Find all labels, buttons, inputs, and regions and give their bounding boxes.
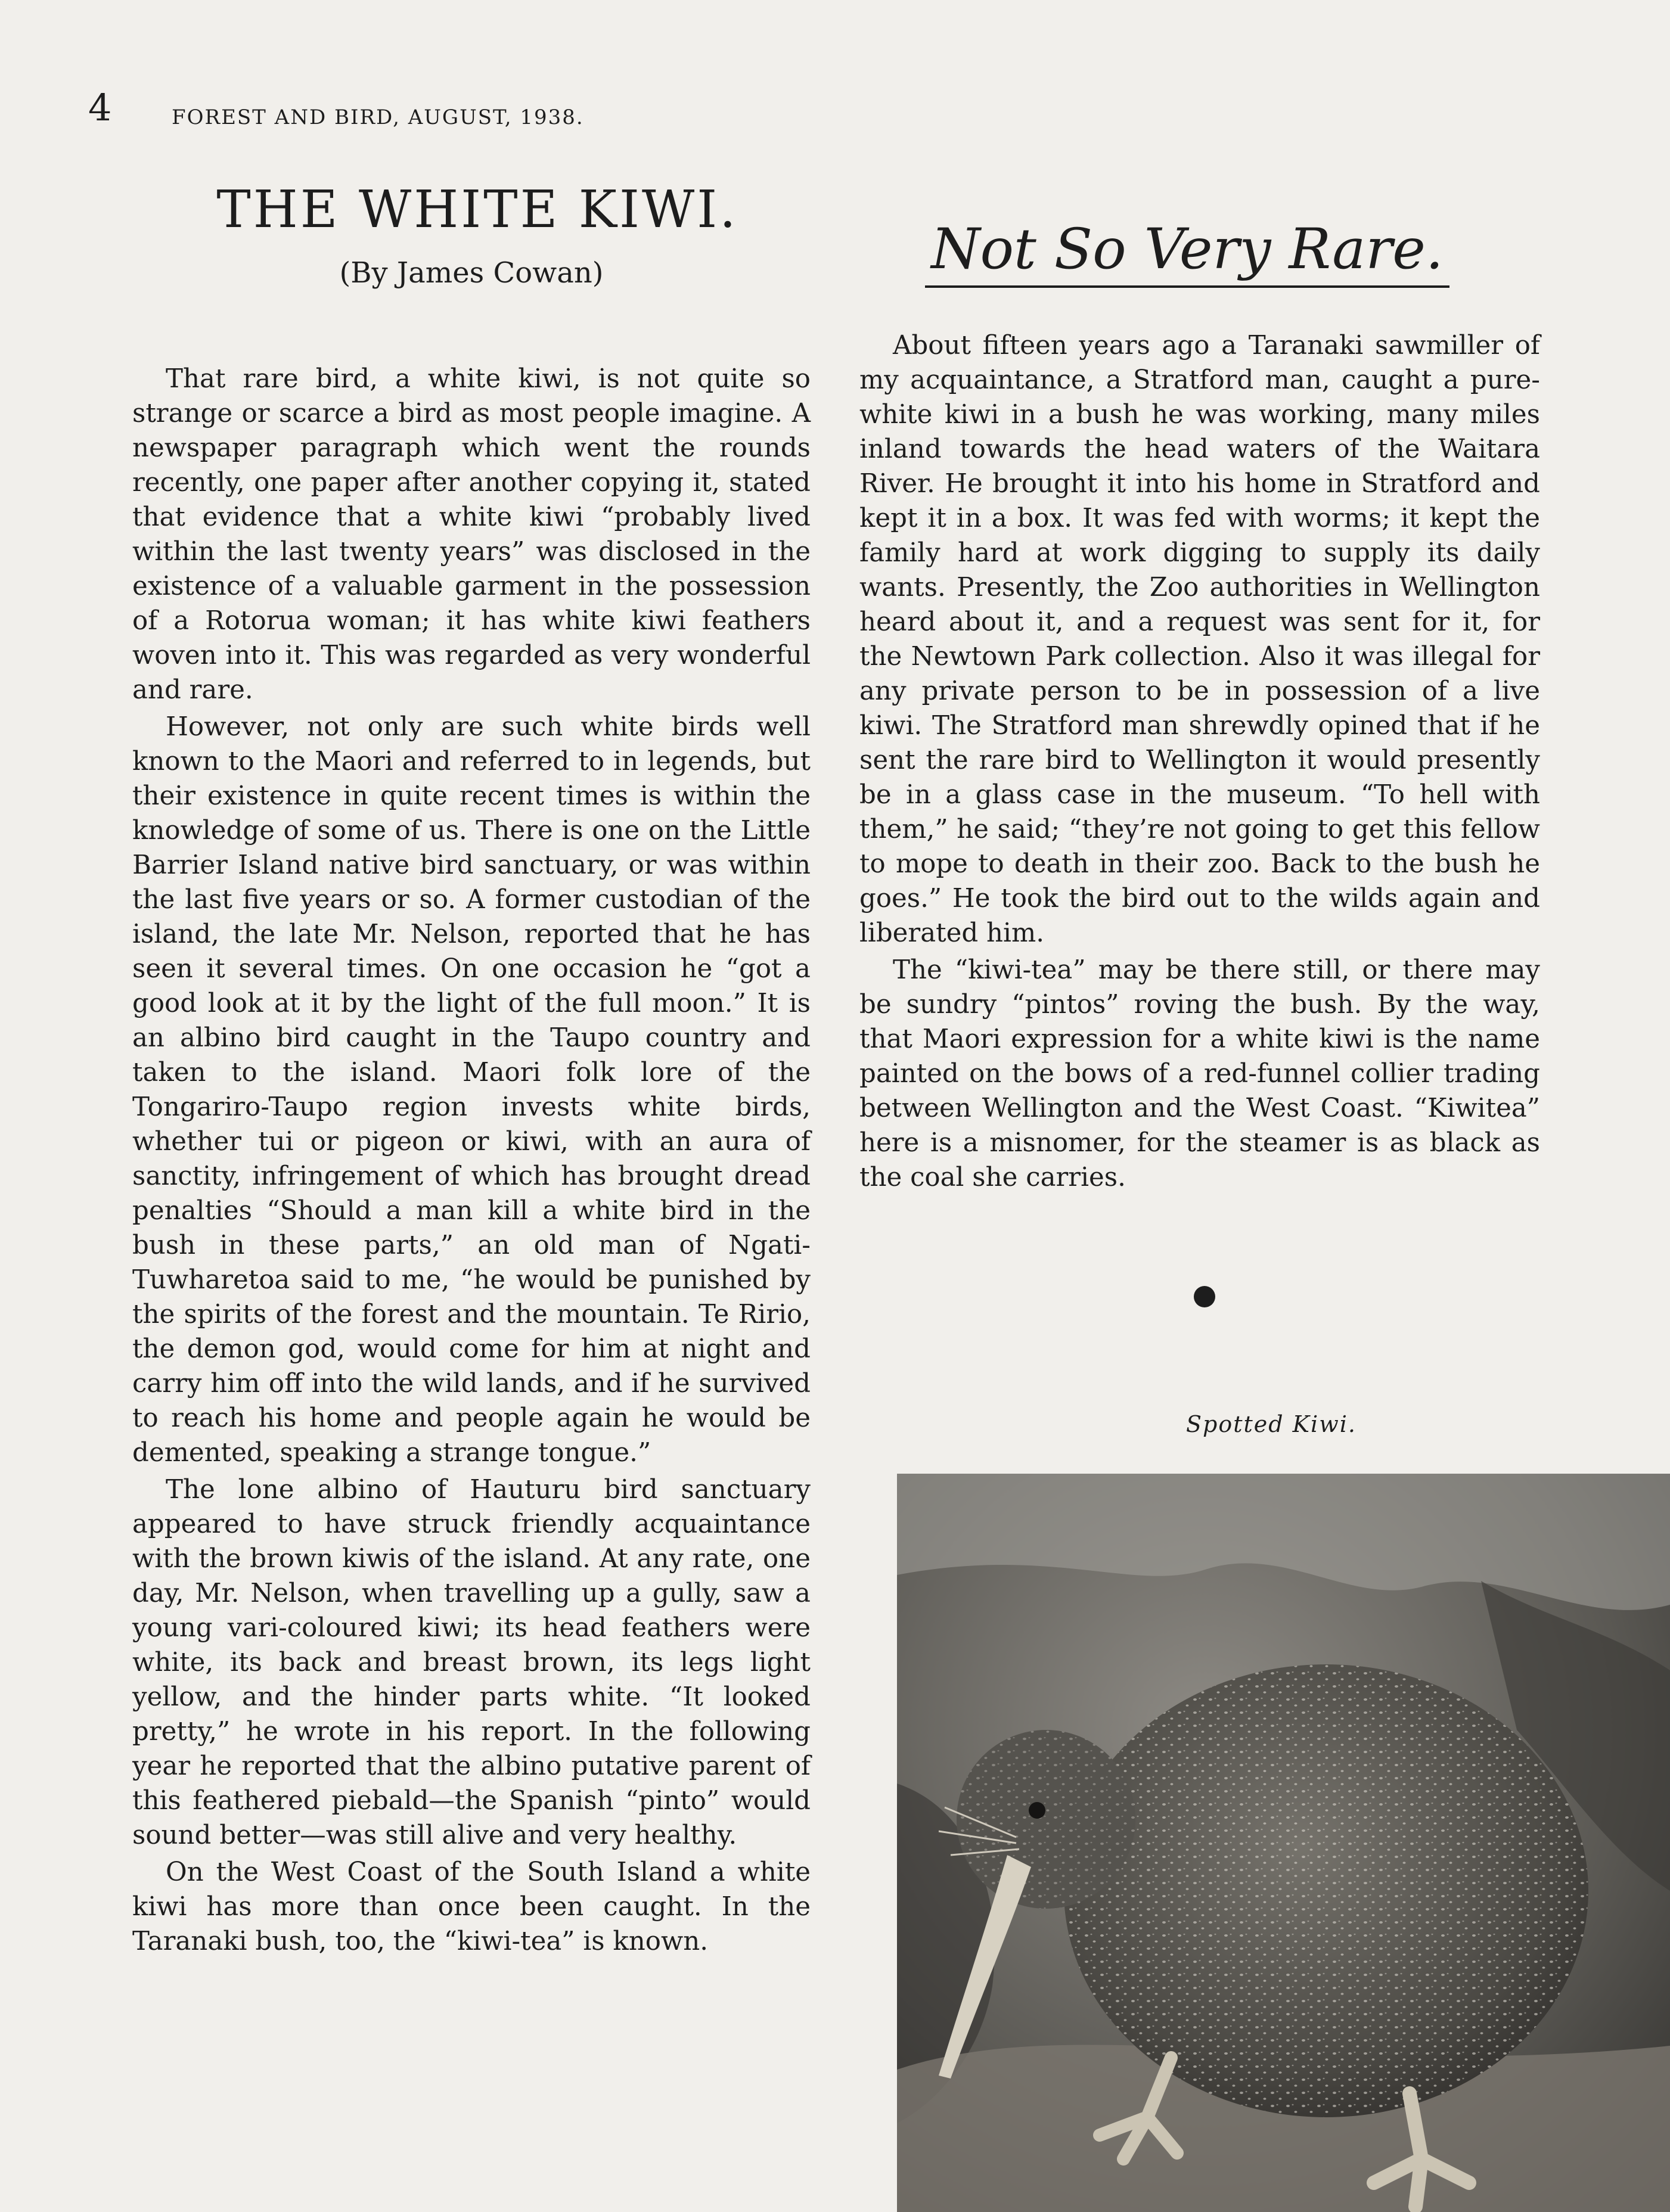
paragraph: The lone albino of Hauturu bird sanctuary appeared to have struck friendly acquaintance with the brown kiwis of the island. At any rate, one day, Mr. Nelson, when travelling up a gully, saw a young vari-coloured kiwi; its head feathers were white, its back and breast brown, its legs light yellow, and the hinder parts white. “It looked pretty,” he wrote in his report. In the following year he reported that the albino putative parent of this feathered piebald—the Spanish “pinto” would sound better—was still alive and very healthy. [132, 1475, 811, 1851]
paragraph: On the West Coast of the South Island a white kiwi has more than once been caught. In the Taranaki bush, too, the “kiwi-tea” is known. [132, 1857, 811, 1957]
kiwi-photo-icon [897, 1474, 1670, 2212]
kiwi-photo [897, 1474, 1670, 2212]
article-title: THE WHITE KIWI. [216, 180, 738, 240]
photo-caption: Spotted Kiwi. [1186, 1411, 1357, 1437]
paragraph: However, not only are such white birds well known to the Maori and referred to in legends, but their existence in quite recent times is within the knowledge of some of us. There is one on the Little Barrier Island native bird sanctuary, or was within the last five years or so. A former custodian of the island, the late Mr. Nelson, reported that he has seen it several times. On one occasion he “got a good look at it by the light of the full moon.” It is an albino bird caught in the Taupo country and taken to the island. Maori folk lore of the Tongariro-Taupo region invests white birds, whether tui or pigeon or kiwi, with an aura of sanctity, infringement of which has brought dread penalties “Should a man kill a white bird in the bush in these parts,” an old man of Ngati-Tuwharetoa said to me, “he would be punished by the spirits of the forest and the mountain. Te Ririo, the demon god, would come for him at night and carry him off into the wild lands, and if he survived to reach his home and people again he would be demented, speaking a strange tongue.” [132, 712, 811, 1468]
paragraph: The “kiwi-tea” may be there still, or there may be sundry “pintos” roving the bush. By the way, that Maori expression for a white kiwi is the name painted on the bows of a red-funnel collier trading between Wellington and the West Coast. “Kiwitea” here is a misnomer, for the steamer is as black as the coal she carries. [859, 955, 1540, 1193]
byline: (By James Cowan) [339, 256, 604, 290]
running-head: FOREST AND BIRD, AUGUST, 1938. [172, 105, 584, 129]
section-bullet [1194, 1286, 1215, 1307]
paragraph: That rare bird, a white kiwi, is not quite so strange or scarce a bird as most people imagine. A newspaper paragraph which went the rounds recently, one paper after another copying it, stated that evidence that a white kiwi “probably lived within the last twenty years” was disclosed in the existence of a valuable garment in the possession of a Rotorua woman; it has white kiwi feathers woven into it. This was regarded as very wonderful and rare. [132, 364, 811, 706]
left-column [132, 182, 811, 1961]
section-heading: Not So Very Rare. [925, 218, 1449, 288]
right-column [859, 218, 1540, 1197]
left-body [132, 362, 811, 1959]
page-number: 4 [88, 86, 112, 129]
paragraph: About fifteen years ago a Taranaki sawmiller of my acquaintance, a Stratford man, caught a pure-white kiwi in a bush he was working, many miles inland towards the head waters of the Waitara River. He brought it into his home in Stratford and kept it in a box. It was fed with worms; it kept the family hard at work digging to supply its daily wants. Presently, the Zoo authorities in Wellington heard about it, and a request was sent for it, for the Newtown Park collection. Also it was illegal for any private person to be in possession of a live kiwi. The Stratford man shrewdly opined that if he sent the rare bird to Wellington it would presently be in a glass case in the museum. “To hell with them,” he said; “they’re not going to get this fellow to mope to death in their zoo. Back to the bush he goes.” He took the bird out to the wilds again and liberated him. [859, 331, 1540, 949]
